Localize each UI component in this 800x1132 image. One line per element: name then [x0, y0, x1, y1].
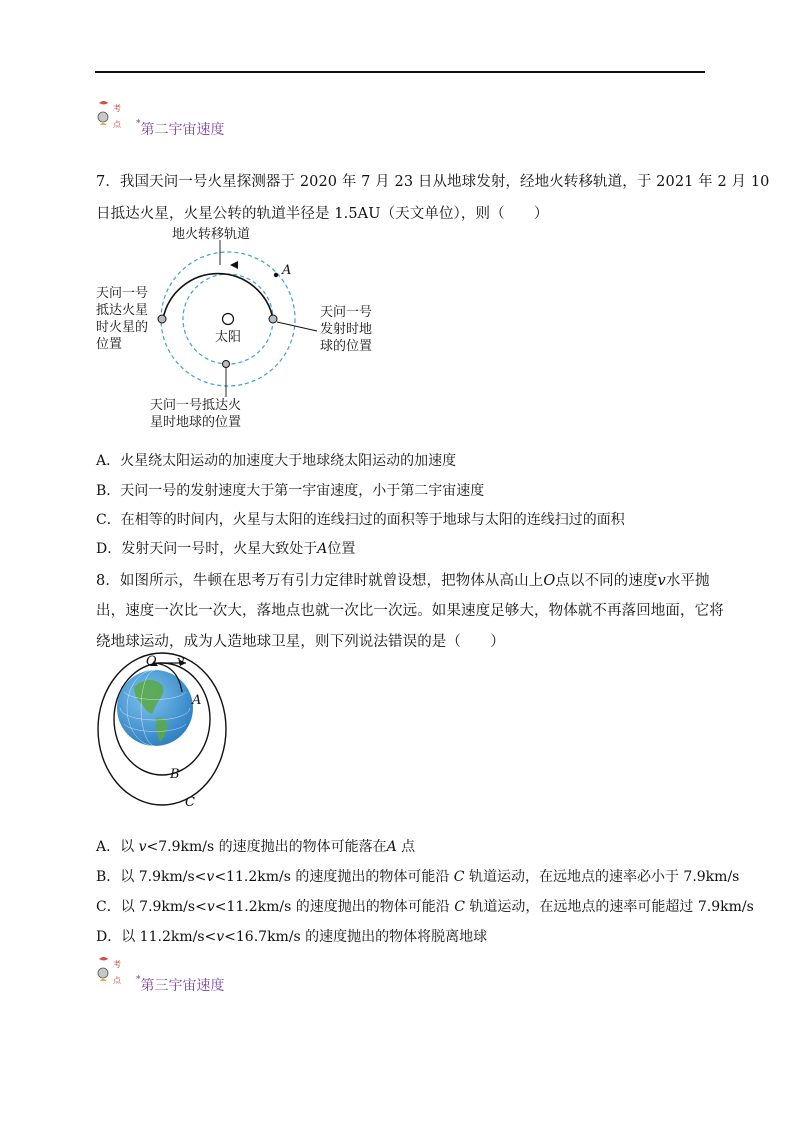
- sun-marker: [223, 314, 234, 325]
- velocity-label: v: [177, 654, 185, 669]
- trajectory-a-label: A: [192, 693, 202, 708]
- q8-stem-line1: 8．如图所示，牛顿在思考万有引力定律时就曾设想，把物体从高山上O点以不同的速度v水平抛: [96, 573, 710, 589]
- q7-orbit-diagram: [90, 225, 400, 440]
- mars-arrival-marker: [158, 315, 166, 323]
- q8-option-c: C．以 7.9km/s<v<11.2km/s 的速度抛出的物体可能沿 C 轨道运动，在远地点的速率可能超过 7.9km/s: [96, 899, 754, 915]
- launch-label-2: 发射时地: [320, 322, 373, 337]
- exam-point-badge-icon: [96, 97, 126, 133]
- q8-stem-line2: 出，速度一次比一次大，落地点也就一次比一次远。如果速度足够大，物体就不再落回地面，它将: [96, 603, 724, 619]
- section-title-third-cosmic: *第三宇宙速度: [136, 975, 225, 994]
- q7-stem-line2: 日抵达火星，火星公转的轨道半径是 1.5AU（天文单位），则（ ）: [96, 206, 549, 222]
- sun-label: 太阳: [215, 330, 242, 345]
- earth-arrival-label-2: 星时地球的位置: [150, 415, 242, 430]
- mars-arrival-label-2: 抵达火星: [96, 303, 149, 318]
- transfer-orbit-label: 地火转移轨道: [172, 227, 251, 242]
- transfer-orbit: [163, 274, 273, 319]
- section-title-second-cosmic: *第二宇宙速度: [136, 119, 225, 138]
- orbit-c-label: C: [185, 795, 195, 810]
- mars-arrival-label-4: 位置: [96, 337, 123, 352]
- launch-label-3: 球的位置: [320, 339, 373, 354]
- earth-arrival-marker: [223, 361, 230, 368]
- q8-option-d: D．以 11.2km/s<v<16.7km/s 的速度抛出的物体将脱离地球: [96, 929, 488, 945]
- badge-char-top: 考: [113, 104, 121, 113]
- mars-arrival-label-1: 天问一号: [96, 286, 149, 301]
- badge-char-bottom: 点: [113, 120, 121, 129]
- q7-stem-line1: 7．我国天问一号火星探测器于 2020 年 7 月 23 日从地球发射，经地火转移轨道，于 2021 年 2 月 10: [96, 174, 770, 190]
- transfer-arrow-icon: [230, 261, 238, 269]
- q7-option-b: B．天问一号的发射速度大于第一宇宙速度，小于第二宇宙速度: [96, 483, 485, 499]
- launch-label-1: 天问一号: [320, 305, 373, 320]
- earth-arrival-label-1: 天问一号抵达火: [150, 398, 242, 413]
- q7-option-c: C．在相等的时间内，火星与太阳的连线扫过的面积等于地球与太阳的连线扫过的面积: [96, 512, 625, 528]
- badge-char-top: 考: [113, 960, 121, 969]
- q7-option-d: D．发射天问一号时，火星大致处于A位置: [96, 541, 356, 557]
- orbit-b-label: B: [170, 767, 180, 782]
- q8-stem-line3: 绕地球运动，成为人造地球卫星，则下列说法错误的是（ ）: [96, 634, 505, 650]
- q8-option-b: B．以 7.9km/s<v<11.2km/s 的速度抛出的物体可能沿 C 轨道运动，在远地点的速率必小于 7.9km/s: [96, 869, 740, 885]
- point-a-label: A: [282, 263, 292, 278]
- earth-launch-marker: [269, 315, 277, 323]
- mars-arrival-label-3: 时火星的: [96, 320, 149, 335]
- badge-char-bottom: 点: [113, 976, 121, 985]
- q8-newton-cannon-diagram: [94, 652, 234, 812]
- header-rule: [95, 71, 705, 73]
- point-a-marker: [274, 273, 278, 277]
- q8-option-a: A．以 v<7.9km/s 的速度抛出的物体可能落在A 点: [96, 839, 416, 855]
- point-o-label: O: [146, 654, 157, 669]
- exam-point-badge-icon: [96, 953, 126, 989]
- q7-option-a: A．火星绕太阳运动的加速度大于地球绕太阳运动的加速度: [96, 453, 457, 469]
